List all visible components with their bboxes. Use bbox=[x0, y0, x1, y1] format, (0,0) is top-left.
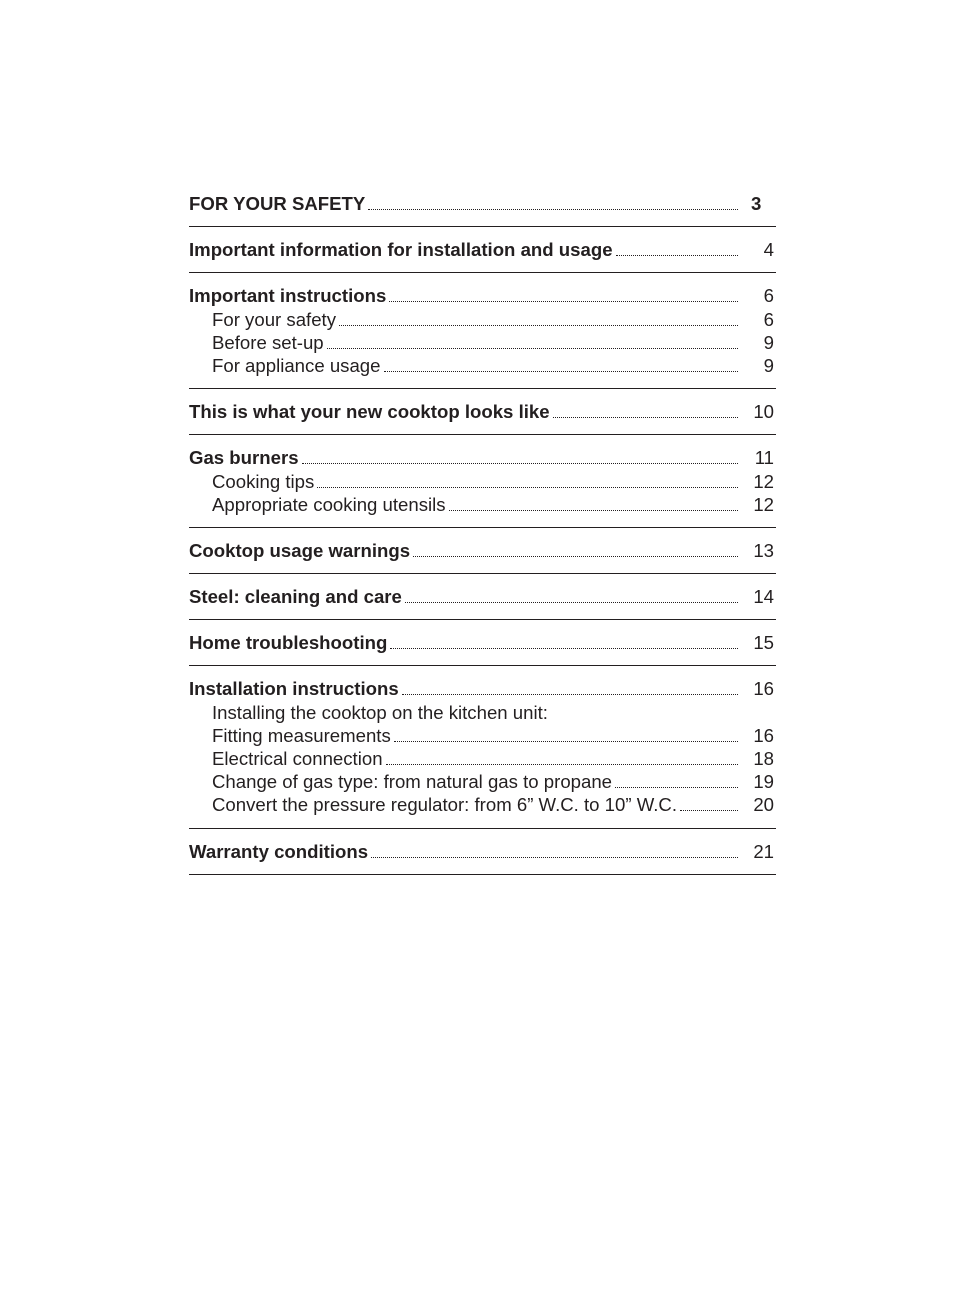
toc-entry-title: Important information for installation and usage bbox=[189, 239, 613, 261]
toc-page-number: 12 bbox=[753, 493, 774, 515]
dot-leader bbox=[384, 370, 739, 372]
toc-entry-title: FOR YOUR SAFETY bbox=[189, 193, 366, 214]
toc-page-number: 19 bbox=[753, 771, 774, 793]
toc-page-number: 21 bbox=[753, 840, 774, 862]
toc-page-number: 15 bbox=[753, 632, 774, 654]
toc-entry-title: Appropriate cooking utensils bbox=[212, 493, 446, 515]
toc-page-number: 9 bbox=[763, 354, 774, 376]
toc-page-number: 12 bbox=[753, 470, 774, 492]
toc-page-number: 3 bbox=[751, 193, 762, 214]
toc-page-number: 18 bbox=[753, 748, 774, 769]
dot-leader bbox=[368, 208, 738, 210]
dot-leader bbox=[615, 786, 738, 788]
dot-leader bbox=[302, 462, 738, 464]
toc-entry-title: Cooking tips bbox=[212, 470, 315, 492]
toc-page-number: 10 bbox=[753, 401, 774, 423]
toc-entry-title: Cooktop usage warnings bbox=[189, 539, 411, 561]
toc-entry-title: Steel: cleaning and care bbox=[189, 586, 402, 608]
toc-subentry[interactable] bbox=[189, 747, 776, 770]
toc-entry-title: For your safety bbox=[212, 308, 337, 330]
toc-entry-title: Home troubleshooting bbox=[189, 632, 388, 654]
toc-entry-title: Change of gas type: from natural gas to propane bbox=[212, 771, 613, 793]
toc-entry[interactable] bbox=[189, 840, 776, 863]
toc-page-number: 6 bbox=[763, 308, 774, 330]
toc-section bbox=[189, 829, 776, 875]
toc-subentry[interactable] bbox=[189, 470, 776, 493]
toc-entry[interactable] bbox=[189, 539, 776, 562]
toc-section bbox=[189, 435, 776, 528]
toc-subentry[interactable] bbox=[189, 308, 776, 331]
toc-entry-title: Electrical connection bbox=[212, 748, 383, 769]
dot-leader bbox=[317, 486, 738, 488]
toc-entry[interactable] bbox=[189, 400, 776, 423]
toc-subentry[interactable] bbox=[189, 793, 776, 816]
dot-leader bbox=[389, 300, 738, 302]
toc-entry[interactable] bbox=[189, 446, 776, 469]
toc-entry[interactable] bbox=[189, 677, 776, 700]
dot-leader bbox=[402, 693, 738, 695]
toc-entry[interactable] bbox=[189, 192, 776, 215]
toc-entry-title: Installation instructions bbox=[189, 678, 399, 700]
toc-subentry[interactable] bbox=[189, 493, 776, 516]
toc-section bbox=[189, 666, 776, 828]
toc-section bbox=[189, 227, 776, 273]
toc-page-number: 9 bbox=[763, 331, 774, 353]
dot-leader bbox=[390, 647, 738, 649]
dot-leader bbox=[413, 555, 738, 557]
toc-page-number: 16 bbox=[753, 678, 774, 700]
toc-page-number: 4 bbox=[763, 239, 774, 261]
toc-page-number: 11 bbox=[754, 447, 774, 469]
toc-entry-title: Fitting measurements bbox=[212, 724, 391, 746]
toc-page-number: 20 bbox=[753, 794, 774, 816]
toc-section bbox=[189, 273, 776, 389]
dot-leader bbox=[680, 809, 738, 811]
toc-entry[interactable] bbox=[189, 238, 776, 261]
toc-section bbox=[189, 574, 776, 620]
toc-entry-title: Important instructions bbox=[189, 285, 387, 307]
toc-section bbox=[189, 528, 776, 574]
toc-section bbox=[189, 620, 776, 666]
toc-subentry[interactable] bbox=[189, 354, 776, 377]
toc-subentry[interactable] bbox=[189, 770, 776, 793]
toc-subentry[interactable] bbox=[189, 701, 776, 724]
toc-subentry[interactable] bbox=[189, 724, 776, 747]
dot-leader bbox=[449, 509, 738, 511]
dot-leader bbox=[551, 718, 738, 719]
toc-subentry[interactable] bbox=[189, 331, 776, 354]
dot-leader bbox=[405, 601, 738, 603]
toc-entry-title: Warranty conditions bbox=[189, 840, 369, 862]
toc-entry-title: Convert the pressure regulator: from 6” W.C. to 10” W.C. bbox=[212, 794, 678, 816]
toc-entry-title: For appliance usage bbox=[212, 354, 381, 376]
toc-section bbox=[189, 180, 776, 227]
toc-page-number: 14 bbox=[753, 586, 774, 608]
toc-page-number: 6 bbox=[763, 285, 774, 307]
toc-entry[interactable] bbox=[189, 631, 776, 654]
dot-leader bbox=[553, 416, 738, 418]
table-of-contents bbox=[189, 180, 776, 875]
dot-leader bbox=[394, 740, 738, 742]
toc-entry[interactable] bbox=[189, 284, 776, 307]
toc-page-number: 16 bbox=[753, 724, 774, 746]
toc-entry-title: Before set-up bbox=[212, 331, 324, 353]
dot-leader bbox=[339, 324, 738, 326]
dot-leader bbox=[371, 856, 738, 858]
toc-page-number: 13 bbox=[753, 539, 774, 561]
toc-entry[interactable] bbox=[189, 585, 776, 608]
dot-leader bbox=[327, 347, 738, 349]
toc-entry-title: Gas burners bbox=[189, 447, 299, 469]
dot-leader bbox=[616, 254, 738, 256]
toc-section bbox=[189, 389, 776, 435]
dot-leader bbox=[386, 763, 738, 765]
toc-entry-title: Installing the cooktop on the kitchen unit: bbox=[212, 701, 548, 723]
toc-entry-title: This is what your new cooktop looks like bbox=[189, 401, 550, 423]
